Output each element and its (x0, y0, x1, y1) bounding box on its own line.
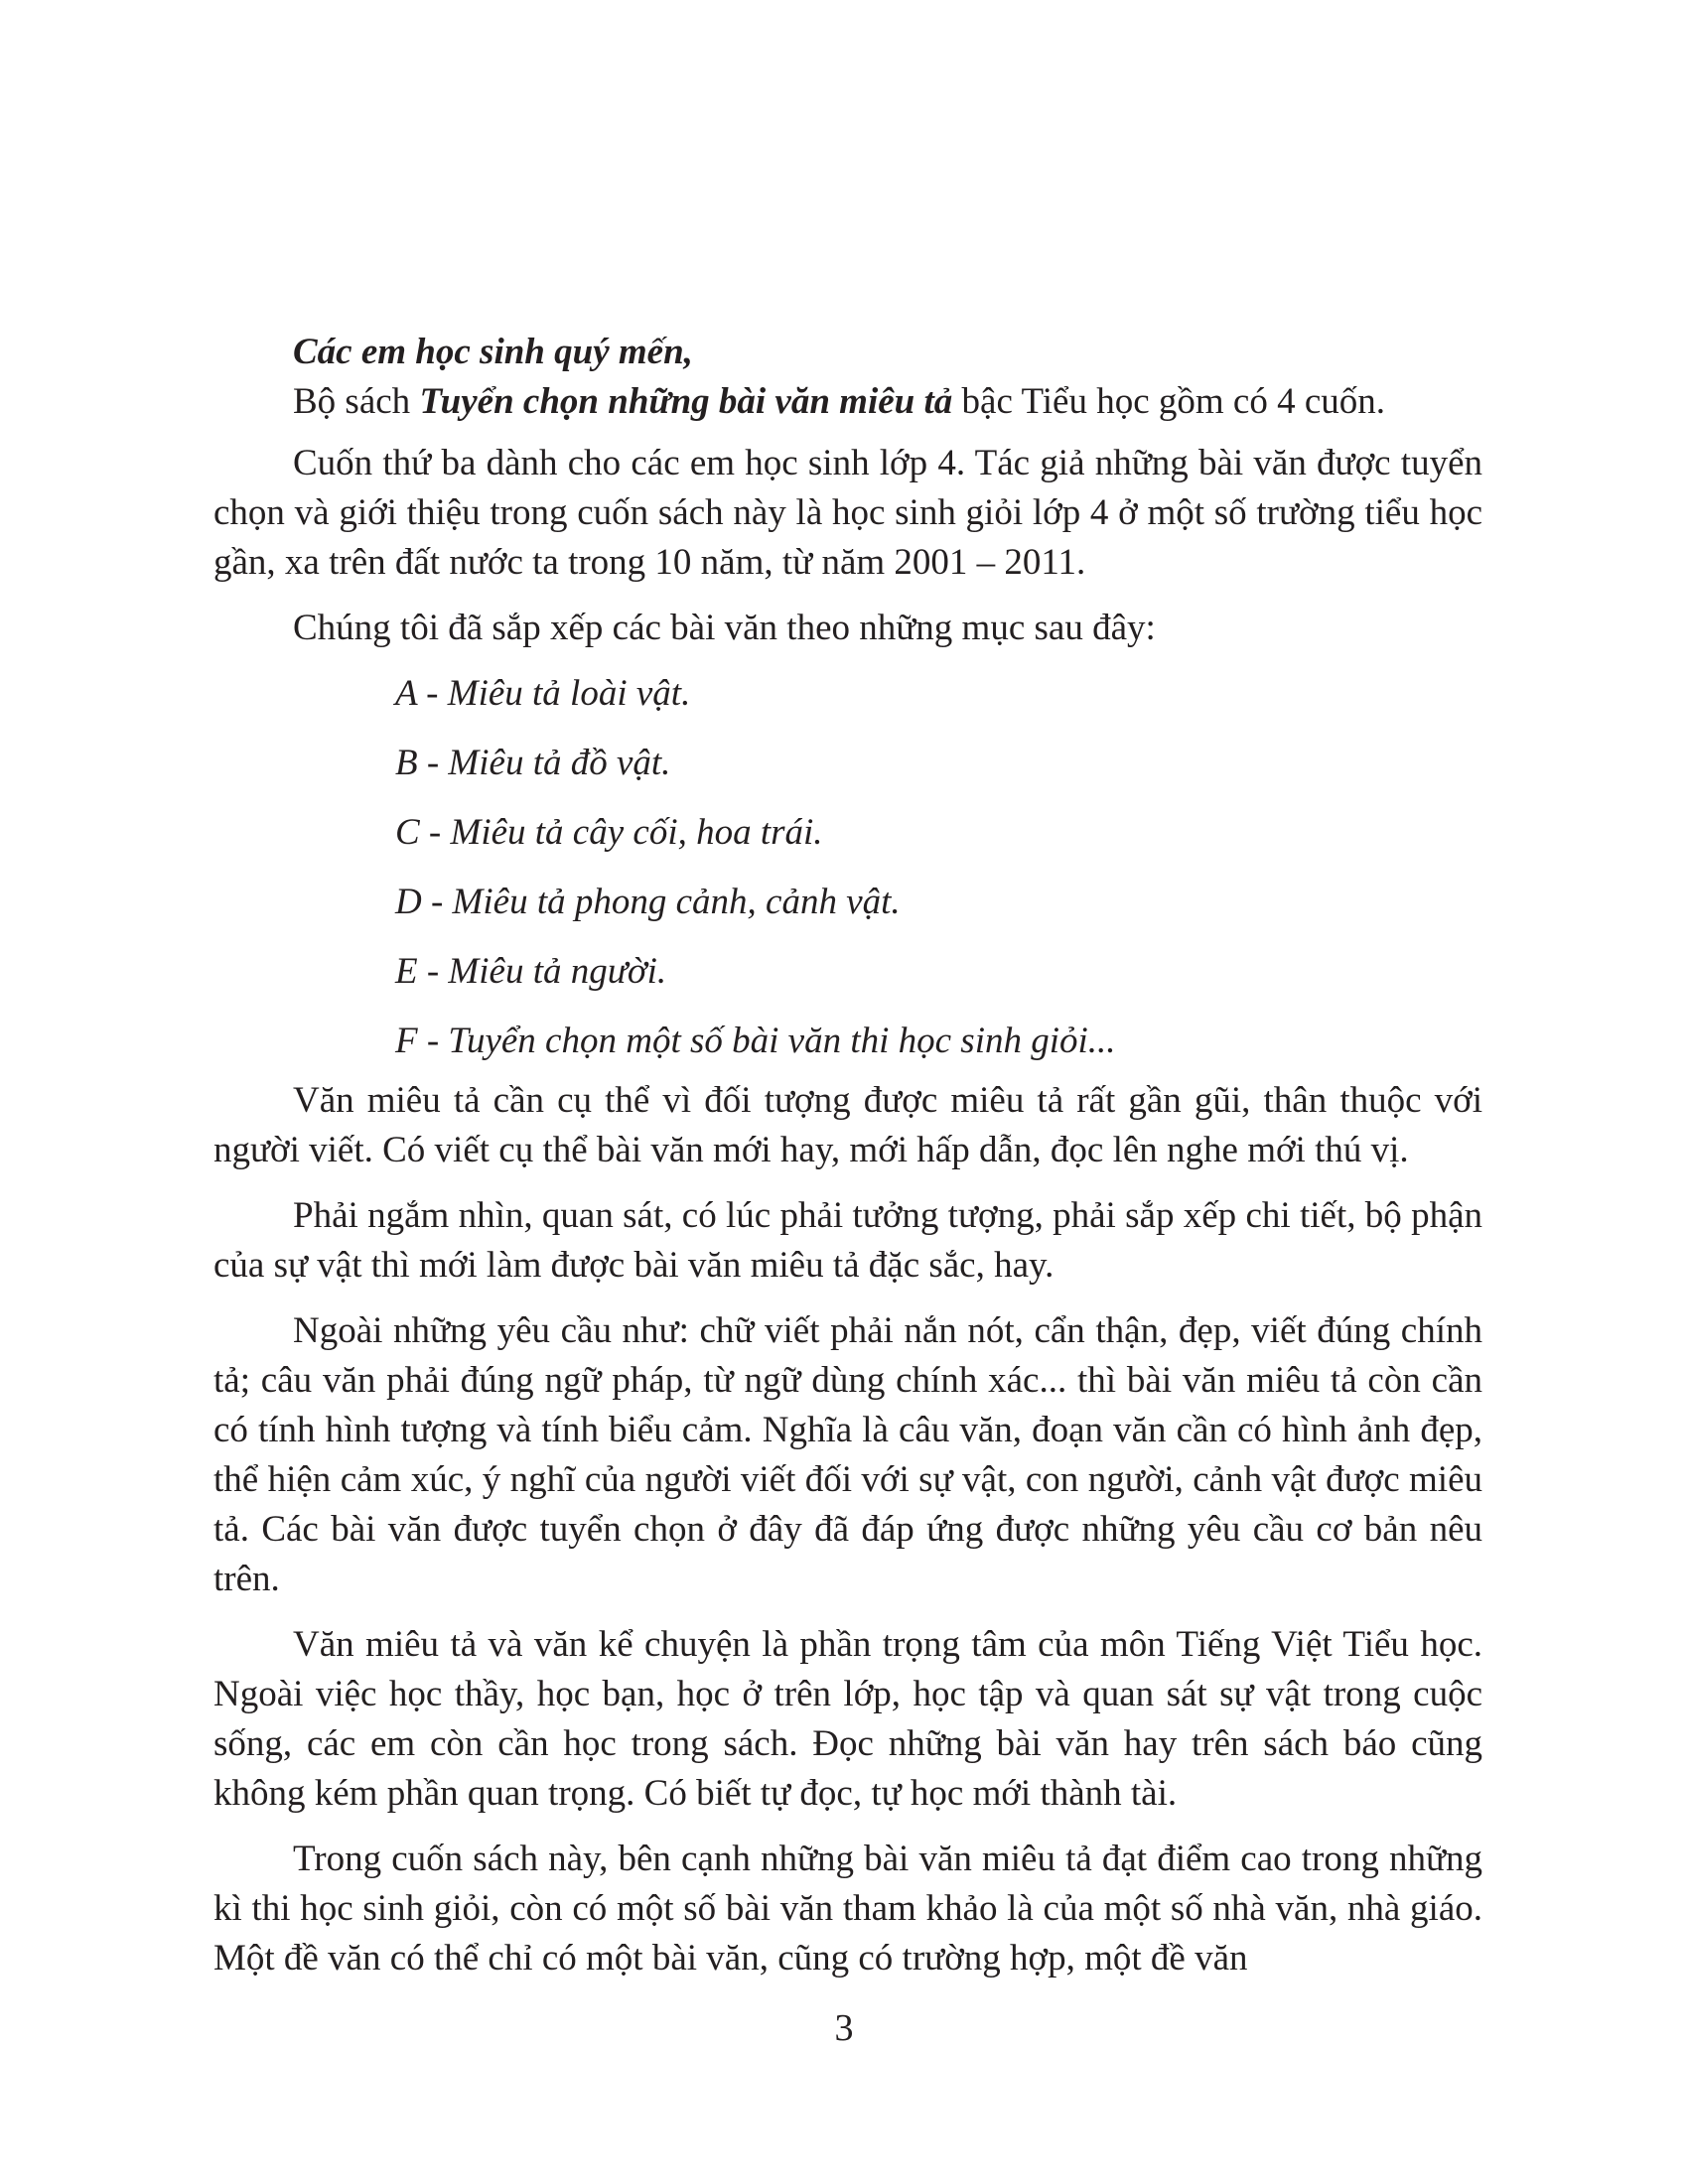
section-item: B - Miêu tả đồ vật. (395, 743, 671, 783)
intro-suffix: bậc Tiểu học gồm có 4 cuốn. (952, 381, 1385, 422)
section-item: A - Miêu tả loài vật. (395, 673, 691, 714)
page-body (213, 328, 1482, 1999)
paragraph: Văn miêu tả và văn kể chuyện là phần trọng tâm của môn Tiếng Việt Tiểu học. Ngoài việc học thầy, học bạn, học ở trên lớp, học tập và quan sát sự vật trong cuộc sống, các em còn cần học trong sách. Đọc những bài văn hay trên sách báo cũng không kém phần quan trọng. Có biết tự đọc, tự học mới thành tài. (213, 1624, 1482, 1814)
section-list (213, 669, 1482, 1066)
paragraph: Ngoài những yêu cầu như: chữ viết phải nắn nót, cẩn thận, đẹp, viết đúng chính tả; câu văn phải đúng ngữ pháp, từ ngữ dùng chính xác... thì bài văn miêu tả còn cần có tính hình tượng và tính biểu cảm. Nghĩa là câu văn, đoạn văn cần có hình ảnh đẹp, thể hiện cảm xúc, ý nghĩ của người viết đối với sự vật, con người, cảnh vật được miêu tả. Các bài văn được tuyển chọn ở đây đã đáp ứng được những yêu cầu cơ bản nêu trên. (213, 1310, 1482, 1599)
greeting: Các em học sinh quý mến, (293, 332, 693, 372)
paragraph: Cuốn thứ ba dành cho các em học sinh lớp 4. Tác giả những bài văn được tuyển chọn và giới thiệu trong cuốn sách này là học sinh giỏi lớp 4 ở một số trường tiểu học gần, xa trên đất nước ta trong 10 năm, từ năm 2001 – 2011. (213, 443, 1482, 583)
intro-prefix: Bộ sách (293, 381, 420, 422)
section-item: C - Miêu tả cây cối, hoa trái. (395, 812, 823, 853)
section-item: D - Miêu tả phong cảnh, cảnh vật. (395, 882, 901, 922)
section-item: E - Miêu tả người. (395, 951, 667, 992)
intro-paragraph (213, 377, 1482, 427)
paragraph: Trong cuốn sách này, bên cạnh những bài văn miêu tả đạt điểm cao trong những kì thi học sinh giỏi, còn có một số bài văn tham khảo là của một số nhà văn, nhà giáo. Một đề văn có thể chỉ có một bài văn, cũng có trường hợp, một đề văn (213, 1839, 1482, 1979)
paragraph: Phải ngắm nhìn, quan sát, có lúc phải tưởng tượng, phải sắp xếp chi tiết, bộ phận của sự vật thì mới làm được bài văn miêu tả đặc sắc, hay. (213, 1195, 1482, 1286)
book-title: Tuyển chọn những bài văn miêu tả (419, 381, 953, 422)
paragraph: Chúng tôi đã sắp xếp các bài văn theo những mục sau đây: (293, 608, 1156, 648)
paragraph: Văn miêu tả cần cụ thể vì đối tượng được miêu tả rất gần gũi, thân thuộc với người viết. Có viết cụ thể bài văn mới hay, mới hấp dẫn, đọc lên nghe mới thú vị. (213, 1080, 1482, 1170)
page-number: 3 (834, 2007, 854, 2049)
section-item: F - Tuyển chọn một số bài văn thi học sinh giỏi... (395, 1021, 1116, 1061)
